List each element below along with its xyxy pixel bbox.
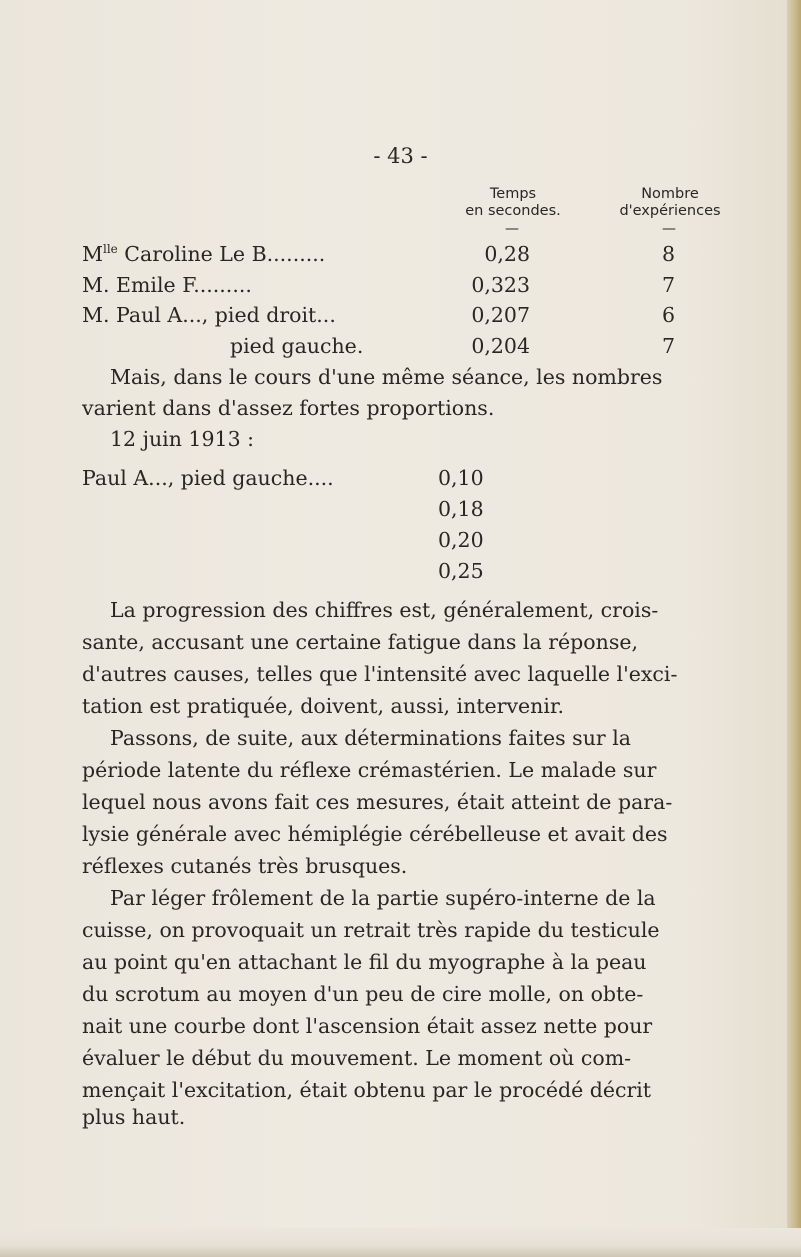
measurement-label: Paul A..., pied gauche.... [82,466,334,490]
paragraph-line: Par léger frôlement de la partie supéro-interne de la [110,886,656,910]
paragraph-line: lequel nous avons fait ces mesures, était atteint de para- [82,790,673,814]
date-line: 12 juin 1913 : [110,427,255,451]
paragraph-line: La progression des chiffres est, généralement, crois- [110,598,659,622]
paragraph-line: nait une courbe dont l'ascension était assez nette pour [82,1014,653,1038]
page-number: - 43 - [373,144,428,168]
column-header-time-line2: en secondes. [465,203,561,219]
paragraph-line: du scrotum au moyen d'un peu de cire molle, on obte- [82,982,644,1006]
paragraph-line: lysie générale avec hémiplégie cérébelleuse et avait des [82,822,668,846]
table-row-label: M. Emile F......... [82,273,252,297]
paragraph-line: varient dans d'assez fortes proportions. [82,396,495,420]
column-dash-count: — [662,221,676,237]
measurement-value: 0,25 [438,559,484,583]
page-bottom-edge [0,1228,801,1257]
measurement-value: 0,20 [438,528,484,552]
paragraph-line: tation est pratiquée, doivent, aussi, intervenir. [82,694,565,718]
table-row-label: pied gauche. [230,334,364,358]
table-cell-time: 0,28 [484,242,530,266]
column-header-count-line1: Nombre [641,186,699,202]
table-cell-time: 0,204 [471,334,530,358]
table-row-label: M. Paul A..., pied droit... [82,303,336,327]
table-cell-count: 6 [661,303,675,327]
paragraph-line: d'autres causes, telles que l'intensité avec laquelle l'exci- [82,662,678,686]
table-row-label: $M^{lle}$ Caroline Le B......... [82,242,326,266]
paragraph-line: Passons, de suite, aux déterminations faites sur la [110,726,631,750]
paragraph-line: Mais, dans le cours d'une même séance, les nombres [110,365,663,389]
measurement-value: 0,10 [438,466,484,490]
paragraph-line: réflexes cutanés très brusques. [82,854,408,878]
column-header-time [448,186,578,220]
paragraph-line: évaluer le début du mouvement. Le moment où com- [82,1046,632,1070]
page-edge [787,0,801,1257]
paragraph-line: sante, accusant une certaine fatigue dans la réponse, [82,630,638,654]
paragraph-line: au point qu'en attachant le fil du myographe à la peau [82,950,647,974]
table-cell-count: 7 [661,273,675,297]
column-header-count [605,186,735,220]
superscript: lle [103,242,118,257]
table-cell-time: 0,207 [471,303,530,327]
table-cell-count: 8 [661,242,675,266]
column-header-count-line2: d'expériences [619,203,721,219]
measurement-value: 0,18 [438,497,484,521]
column-dash-time: — [505,221,519,237]
table-cell-time: 0,323 [471,273,530,297]
column-header-time-line1: Temps [489,186,537,202]
table-cell-count: 7 [661,334,675,358]
paragraph-line: plus haut. [82,1105,186,1129]
paragraph-line: mençait l'excitation, était obtenu par le procédé décrit [82,1078,652,1102]
paragraph-line: période latente du réflexe crémastérien. Le malade sur [82,758,657,782]
paragraph-line: cuisse, on provoquait un retrait très rapide du testicule [82,918,660,942]
